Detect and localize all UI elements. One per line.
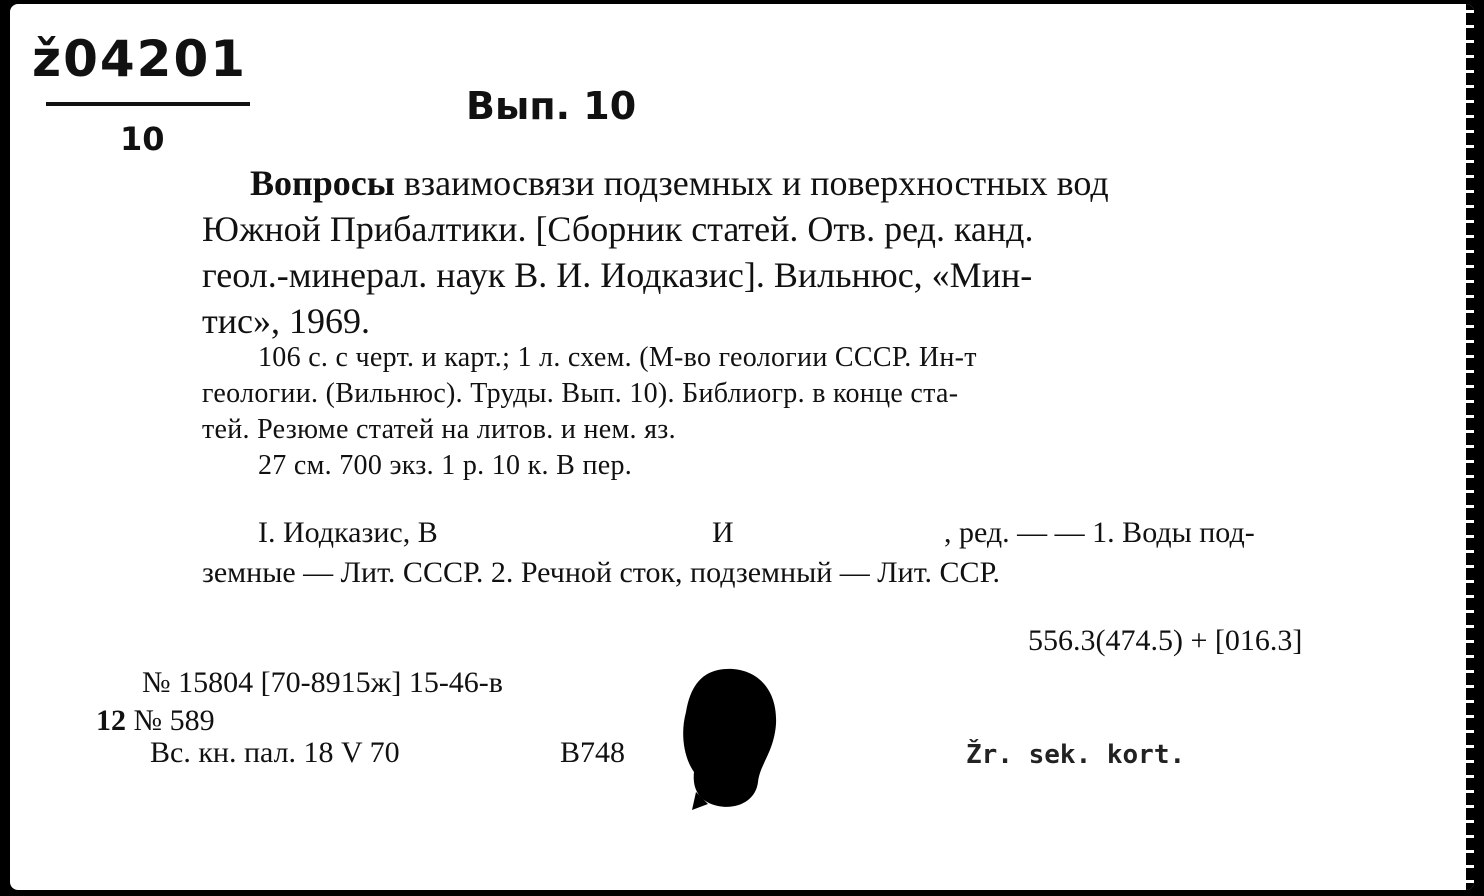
fraction-denominator: 10 bbox=[120, 120, 165, 158]
entry-line-1 bbox=[250, 162, 1109, 204]
collation-line-1: 106 с. с черт. и карт.; 1 л. схем. (М-во геологии СССР. Ин-т bbox=[258, 342, 977, 373]
classification-number: 556.3(474.5) + [016.3] bbox=[1028, 624, 1303, 657]
card-right-edge bbox=[1466, 4, 1474, 890]
fraction-line bbox=[46, 102, 250, 106]
entry-line-2: Южной Прибалтики. [Сборник статей. Отв. ред. канд. bbox=[202, 209, 1034, 249]
footer-line-2 bbox=[96, 704, 215, 738]
tracing-line-1b: И bbox=[712, 516, 734, 549]
tracing-line-1a: I. Иодказис, В bbox=[258, 516, 438, 549]
footer-line-3a: Вс. кн. пал. 18 V 70 bbox=[150, 736, 400, 769]
stamp-text: Žr. sek. kort. bbox=[966, 740, 1186, 770]
catalog-card bbox=[10, 4, 1474, 890]
tracing-line-2: земные — Лит. СССР. 2. Речной сток, подземный — Лит. ССР. bbox=[202, 556, 1001, 589]
footer-line-1: № 15804 [70-8915ж] 15-46-в bbox=[142, 666, 503, 699]
ink-blot-icon bbox=[678, 664, 788, 814]
collation-line-2: геологии. (Вильнюс). Труды. Вып. 10). Библиогр. в конце ста- bbox=[202, 378, 959, 409]
entry-line-3: геол.-минерал. наук В. И. Иодказис]. Вильнюс, «Мин- bbox=[202, 255, 1033, 295]
volume-note: Вып. 10 bbox=[466, 84, 637, 128]
entry-title-rest: взаимосвязи подземных и поверхностных вод bbox=[394, 163, 1109, 203]
entry-title-bold: Вопросы bbox=[250, 163, 395, 203]
collation-line-4: 27 см. 700 экз. 1 р. 10 к. В пер. bbox=[258, 450, 633, 481]
tracing-line-1c: , ред. — — 1. Воды под- bbox=[944, 516, 1255, 549]
footer-line-2-rest: № 589 bbox=[126, 704, 215, 737]
footer-line-2-prefix: 12 bbox=[96, 704, 126, 737]
call-number: ž04201 bbox=[32, 30, 248, 88]
collation-line-3: тей. Резюме статей на литов. и нем. яз. bbox=[202, 414, 676, 445]
entry-line-4: тис», 1969. bbox=[202, 301, 370, 341]
footer-line-3b: В748 bbox=[560, 736, 626, 769]
